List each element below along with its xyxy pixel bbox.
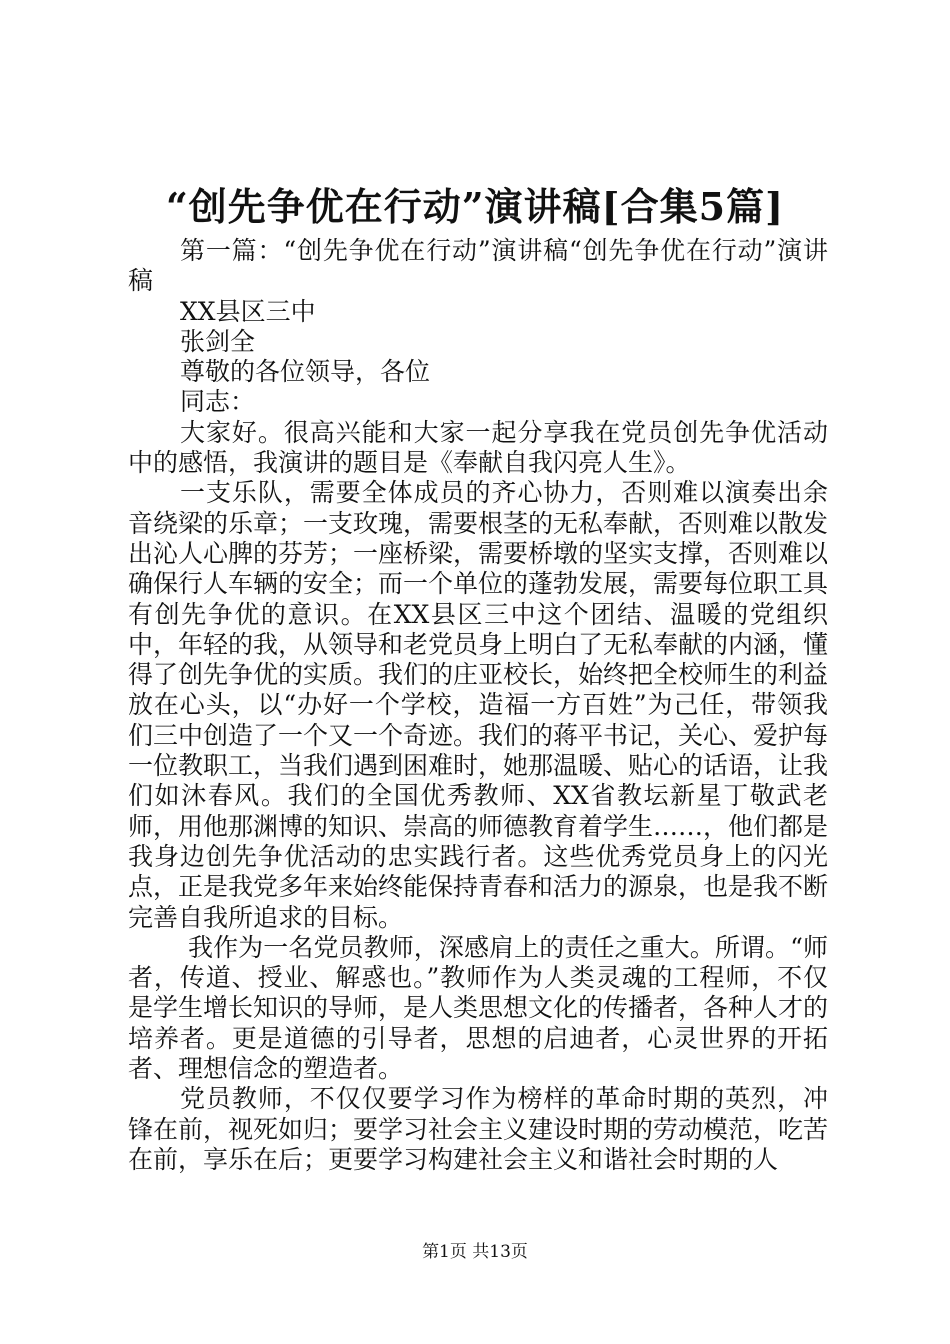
paragraph-section-heading: 第一篇：“创先争优在行动”演讲稿“创先争优在行动”演讲稿 (128, 236, 828, 296)
document-title: “创先争优在行动”演讲稿[合集5篇] (165, 184, 785, 229)
paragraph-body: 我作为一名党员教师，深感肩上的责任之重大。所谓。“师者，传道、授业、解惑也。”教师作为人类灵魂的工程师，不仅是学生增长知识的导师，是人类思想文化的传播者，各种人才的培养者。更是道德的引导者，思想的启迪者，心灵世界的开拓者、理想信念的塑造者。 (128, 932, 829, 1084)
paragraph-greeting: 大家好。很高兴能和大家一起分享我在党员创先争优活动中的感悟，我演讲的题目是《奉献自我闪亮人生》。 (128, 417, 828, 478)
document-body (128, 236, 828, 1175)
paragraph-body: 一支乐队，需要全体成员的齐心协力，否则难以演奏出余音绕梁的乐章；一支玫瑰，需要根茎的无私奉献，否则难以散发出沁人心脾的芬芳；一座桥梁，需要桥墩的坚实支撑，否则难以确保行人车辆的安全；而一个单位的蓬勃发展，需要每位职工具有创先争优的意识。在XX县区三中这个团结、温暖的党组织中，年轻的我，从领导和老党员身上明白了无私奉献的内涵，懂得了创先争优的实质。我们的庄亚校长，始终把全校师生的利益放在心头，以“办好一个学校，造福一方百姓”为己任，带领我们三中创造了一个又一个奇迹。我们的蒋平书记，关心、爱护每一位教职工，当我们遇到困难时，她那温暖、贴心的话语，让我们如沐春风。我们的全国优秀教师、XX省教坛新星丁敬武老师，用他那渊博的知识、崇高的师德教育着学生……，他们都是我身边创先争优活动的忠实践行者。这些优秀党员身上的闪光点，正是我党多年来始终能保持青春和活力的源泉，也是我不断完善自我所追求的目标。 (128, 478, 829, 932)
paragraph-author: 张剑全 (180, 326, 256, 356)
paragraph-school: XX县区三中 (180, 296, 316, 326)
paragraph-salutation-cont: 同志： (180, 387, 256, 417)
paragraph-body: 党员教师，不仅仅要学习作为榜样的革命时期的英烈，冲锋在前，视死如归；要学习社会主义建设时期的劳动模范，吃苦在前，享乐在后；更要学习构建社会主义和谐社会时期的人 (128, 1084, 829, 1174)
paragraph-salutation: 尊敬的各位领导，各位 (180, 357, 431, 387)
page-footer: 第1页 共13页 (422, 1242, 528, 1262)
